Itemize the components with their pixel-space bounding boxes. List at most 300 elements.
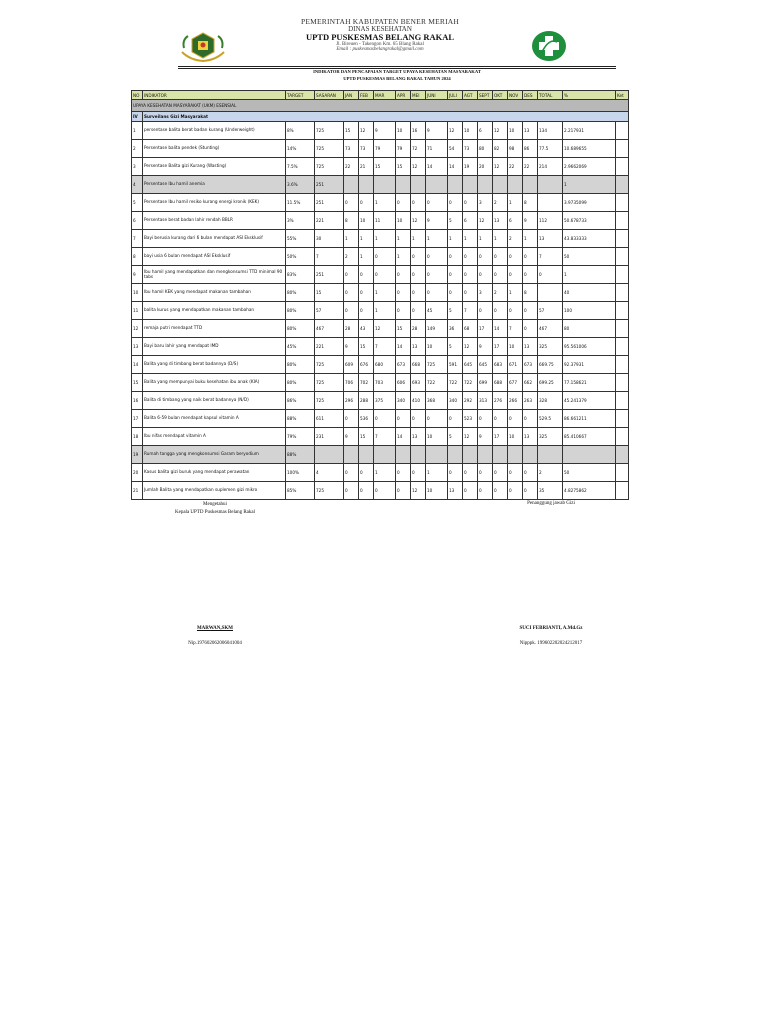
cell-ket	[616, 374, 629, 392]
signature-left	[160, 501, 270, 516]
table-row	[132, 284, 629, 302]
cell-month: 12	[411, 158, 426, 176]
table-row	[132, 320, 629, 338]
cell-month: 3	[478, 194, 493, 212]
cell-month: 1	[344, 230, 359, 248]
address: Jl. Bireuen - Takengon Km. 65 Blang Rakal	[336, 42, 424, 47]
cell-month: 0	[463, 194, 478, 212]
cell-month: 1	[523, 230, 538, 248]
cell-month: 0	[426, 248, 448, 266]
cell-month: 13	[411, 428, 426, 446]
cell-month: 9	[374, 122, 396, 140]
cell-month: 0	[508, 266, 523, 284]
cell-month: 0	[374, 410, 396, 428]
cell-month: 12	[448, 122, 463, 140]
cell-month: 22	[344, 158, 359, 176]
cell-ket	[616, 464, 629, 482]
cell-no: 2	[132, 140, 143, 158]
cell-indicator: Balita yang di timbang berat badannya (D/S)	[143, 356, 286, 374]
cell-month: 0	[448, 410, 463, 428]
cell-month: 0	[523, 410, 538, 428]
cell-ket	[616, 338, 629, 356]
cell-indicator: balita kurus yang mendapatkan makanan tambahan	[143, 302, 286, 320]
cell-percent: 92.37931	[563, 356, 616, 374]
cell-month: 10	[508, 122, 523, 140]
cell-month: 0	[463, 248, 478, 266]
cell-month	[478, 176, 493, 194]
cell-month: 0	[493, 464, 508, 482]
cell-target: 50%	[286, 248, 315, 266]
table-row	[132, 464, 629, 482]
cell-month: 2	[493, 194, 508, 212]
cell-month: 0	[448, 248, 463, 266]
cell-sasaran: 4	[315, 464, 344, 482]
cell-ket	[616, 194, 629, 212]
cell-month: 0	[374, 248, 396, 266]
cell-month: 1	[426, 464, 448, 482]
section-title: UPAYA KESEHATAN MASYARAKAT (UKM) ESENSIAL	[132, 100, 629, 112]
nutrition-officer-nip: Nipppk. 199602202024212017	[519, 641, 583, 646]
column-header: TARGET	[286, 91, 315, 100]
cell-month: 72	[411, 140, 426, 158]
column-header: OKT	[493, 91, 508, 100]
cell-month: 21	[359, 158, 374, 176]
cell-percent: 10.689655	[563, 140, 616, 158]
cell-month: 12	[359, 122, 374, 140]
cell-month: 10	[508, 428, 523, 446]
cell-month: 0	[359, 266, 374, 284]
cell-target: 11.5%	[286, 194, 315, 212]
cell-month: 288	[359, 392, 374, 410]
cell-month: 73	[463, 140, 478, 158]
cell-month: 536	[359, 410, 374, 428]
cell-ket	[616, 266, 629, 284]
cell-month: 0	[508, 482, 523, 500]
cell-month: 0	[523, 302, 538, 320]
cell-month	[448, 446, 463, 464]
cell-percent: 45.241379	[563, 392, 616, 410]
table-row	[132, 356, 629, 374]
cell-month: 609	[344, 356, 359, 374]
cell-percent: 1	[563, 266, 616, 284]
cell-month: 0	[411, 248, 426, 266]
column-header: DES	[523, 91, 538, 100]
cell-month: 14	[448, 158, 463, 176]
cell-percent: 100	[563, 302, 616, 320]
cell-no: 8	[132, 248, 143, 266]
government-name: PEMERINTAH KABUPATEN BENER MERIAH	[300, 17, 460, 26]
cell-month: 1	[374, 284, 396, 302]
cell-month: 10	[396, 122, 411, 140]
cell-sasaran: 251	[315, 176, 344, 194]
cell-month: 0	[344, 482, 359, 500]
cell-target: 80%	[286, 302, 315, 320]
cell-month: 0	[508, 302, 523, 320]
cell-month: 725	[426, 356, 448, 374]
health-cross-logo	[531, 30, 567, 62]
column-header: SASARAN	[315, 91, 344, 100]
cell-month: 14	[396, 338, 411, 356]
section-subtitle: Surveilans Gizi Masyarakat	[143, 112, 629, 122]
cell-month: 14	[396, 428, 411, 446]
cell-sasaran: 221	[315, 212, 344, 230]
cell-no: 9	[132, 266, 143, 284]
cell-month	[344, 446, 359, 464]
cell-month: 0	[396, 482, 411, 500]
cell-month	[359, 446, 374, 464]
cell-month: 1	[463, 230, 478, 248]
cell-month: 9	[478, 338, 493, 356]
cell-indicator: Persentase Balita gizi Kurang (Wasting)	[143, 158, 286, 176]
cell-total: 328	[538, 392, 563, 410]
cell-month: 17	[478, 320, 493, 338]
indicator-table	[131, 90, 629, 500]
cell-month: 17	[493, 428, 508, 446]
cell-month: 668	[411, 356, 426, 374]
cell-percent: 2.9662069	[563, 158, 616, 176]
cell-target: 3%	[286, 212, 315, 230]
cell-month: 0	[344, 266, 359, 284]
cell-percent: 50	[563, 248, 616, 266]
cell-month: 2	[508, 230, 523, 248]
title-line-2: UPTD PUSKESMAS BELANG RAKAL TAHUN 2024	[343, 76, 451, 82]
cell-month: 702	[359, 374, 374, 392]
cell-percent: 40	[563, 284, 616, 302]
cell-month: 9	[523, 212, 538, 230]
cell-total: 57	[538, 302, 563, 320]
cell-month: 1	[448, 230, 463, 248]
cell-month: 1	[374, 464, 396, 482]
acknowledged-label: Mengetahui	[203, 502, 227, 507]
cell-no: 10	[132, 284, 143, 302]
table-row	[132, 266, 629, 284]
cell-month: 0	[478, 464, 493, 482]
cell-month: 15	[374, 158, 396, 176]
cell-month: 0	[359, 302, 374, 320]
cell-sasaran: 725	[315, 392, 344, 410]
cell-month: 45	[426, 302, 448, 320]
table-row	[132, 122, 629, 140]
cell-month: 0	[411, 194, 426, 212]
cell-month	[426, 446, 448, 464]
cell-month	[463, 446, 478, 464]
column-header: JAN	[344, 91, 359, 100]
cell-month: 410	[411, 392, 426, 410]
column-header: APR	[396, 91, 411, 100]
cell-month: 22	[508, 158, 523, 176]
cell-month	[344, 176, 359, 194]
cell-month: 2	[344, 248, 359, 266]
cell-total: 325	[538, 428, 563, 446]
cell-sasaran: 30	[315, 230, 344, 248]
cell-month: 673	[396, 356, 411, 374]
cell-target: 14%	[286, 140, 315, 158]
cell-ket	[616, 248, 629, 266]
cell-ket	[616, 158, 629, 176]
cell-month: 0	[508, 464, 523, 482]
cell-month: 266	[508, 392, 523, 410]
cell-month: 0	[344, 410, 359, 428]
cell-month: 340	[448, 392, 463, 410]
column-header: JULI	[448, 91, 463, 100]
cell-month: 73	[344, 140, 359, 158]
cell-month: 1	[359, 230, 374, 248]
cell-month: 12	[463, 338, 478, 356]
cell-indicator: Persentase berat badan lahir rendah BBLR	[143, 212, 286, 230]
signature-right	[496, 501, 606, 506]
cell-month: 10	[463, 122, 478, 140]
cell-no: 18	[132, 428, 143, 446]
cell-month: 5	[448, 428, 463, 446]
cell-month: 1	[508, 284, 523, 302]
cell-month: 12	[478, 212, 493, 230]
cell-month: 19	[463, 158, 478, 176]
cell-month: 0	[478, 248, 493, 266]
column-header: FEB	[359, 91, 374, 100]
cell-month	[396, 446, 411, 464]
cell-month: 0	[396, 410, 411, 428]
cell-month: 0	[448, 266, 463, 284]
title-line-1: INDIKATOR DAN PENCAPAIAN TARGET UPAYA KESEHATAN MASYARAKAT	[313, 69, 481, 74]
cell-month	[411, 446, 426, 464]
column-header: INDIKATOR	[143, 91, 286, 100]
cell-month	[493, 176, 508, 194]
cell-month: 0	[478, 482, 493, 500]
cell-month: 9	[426, 122, 448, 140]
cell-month	[463, 176, 478, 194]
cell-month: 671	[508, 356, 523, 374]
cell-indicator: persentase balita berat badan kurang (Underweight)	[143, 122, 286, 140]
cell-month: 645	[478, 356, 493, 374]
cell-month: 0	[523, 320, 538, 338]
cell-month: 15	[344, 122, 359, 140]
cell-target: 80%	[286, 374, 315, 392]
cell-sasaran: 251	[315, 266, 344, 284]
cell-month: 15	[396, 320, 411, 338]
cell-sasaran: 611	[315, 410, 344, 428]
cell-month: 722	[448, 374, 463, 392]
cell-month: 9	[344, 338, 359, 356]
cell-ket	[616, 392, 629, 410]
cell-month: 1	[493, 230, 508, 248]
cell-month: 12	[463, 428, 478, 446]
cell-sasaran: 725	[315, 140, 344, 158]
cell-target: 79%	[286, 428, 315, 446]
cell-sasaran: 15	[315, 284, 344, 302]
cell-month: 0	[523, 464, 538, 482]
cell-month: 0	[523, 482, 538, 500]
cell-month: 10	[426, 338, 448, 356]
cell-sasaran: 251	[315, 194, 344, 212]
cell-month: 0	[396, 284, 411, 302]
cell-month	[508, 176, 523, 194]
cell-total: 0	[538, 266, 563, 284]
table-row	[132, 248, 629, 266]
table-row	[132, 428, 629, 446]
cell-total: 325	[538, 338, 563, 356]
cell-month: 677	[508, 374, 523, 392]
nutrition-officer-name: SUCI FEBRIANTI, A.Md.Gz	[519, 626, 583, 631]
cell-target: 83%	[286, 266, 315, 284]
cell-percent: 43.833333	[563, 230, 616, 248]
cell-no: 5	[132, 194, 143, 212]
table-row	[132, 446, 629, 464]
cell-month: 693	[411, 374, 426, 392]
cell-month: 5	[448, 302, 463, 320]
cell-sasaran: 231	[315, 428, 344, 446]
cell-sasaran: 467	[315, 320, 344, 338]
cell-indicator: Balita 6-59 bulan mendapat kapsul vitamin A	[143, 410, 286, 428]
cell-month: 340	[396, 392, 411, 410]
cell-month: 7	[374, 428, 396, 446]
cell-month: 0	[508, 248, 523, 266]
cell-month	[426, 176, 448, 194]
cell-percent	[563, 446, 616, 464]
cell-month: 17	[493, 338, 508, 356]
cell-month: 0	[374, 266, 396, 284]
cell-month: 28	[344, 320, 359, 338]
cell-month: 79	[396, 140, 411, 158]
cell-ket	[616, 176, 629, 194]
cell-target: 80%	[286, 320, 315, 338]
cell-month: 10	[426, 482, 448, 500]
cell-ket	[616, 320, 629, 338]
cell-month	[493, 446, 508, 464]
cell-month: 0	[359, 482, 374, 500]
column-header: MEI	[411, 91, 426, 100]
cell-ket	[616, 410, 629, 428]
cell-month: 0	[396, 194, 411, 212]
cell-month: 8	[523, 284, 538, 302]
cell-target: 8%	[286, 122, 315, 140]
cell-month: 0	[359, 284, 374, 302]
cell-month: 0	[411, 410, 426, 428]
cell-month	[508, 446, 523, 464]
cell-no: 15	[132, 374, 143, 392]
column-header: JUNI	[426, 91, 448, 100]
cell-month: 15	[359, 338, 374, 356]
cell-target: 45%	[286, 338, 315, 356]
table-row	[132, 230, 629, 248]
cell-month: 7	[508, 320, 523, 338]
cell-month: 6	[508, 212, 523, 230]
cell-no: 6	[132, 212, 143, 230]
column-header: NO	[132, 91, 143, 100]
cell-month: 0	[344, 464, 359, 482]
cell-month: 688	[493, 374, 508, 392]
column-header: MAR	[374, 91, 396, 100]
cell-total	[538, 284, 563, 302]
cell-month: 0	[426, 284, 448, 302]
cell-month: 13	[523, 338, 538, 356]
cell-percent: 50	[563, 464, 616, 482]
cell-month: 375	[374, 392, 396, 410]
cell-total: 35	[538, 482, 563, 500]
unit-name: UPTD PUSKESMAS BELANG RAKAL	[305, 31, 455, 42]
cell-month: 7	[463, 302, 478, 320]
cell-month: 10	[396, 212, 411, 230]
cell-ket	[616, 482, 629, 500]
cell-month: 15	[359, 428, 374, 446]
cell-indicator: Rumah tangga yang mengkonsumsi Garam beryodium	[143, 446, 286, 464]
cell-month: 1	[359, 248, 374, 266]
cell-month: 12	[493, 158, 508, 176]
cell-target: 7.5%	[286, 158, 315, 176]
cell-month: 0	[478, 266, 493, 284]
cell-indicator: Ibu hamil yang mendapatkan dan mengkonsumsi TTD minimal 90 tabs	[143, 266, 286, 284]
cell-target: 80%	[286, 356, 315, 374]
cell-sasaran: 57	[315, 302, 344, 320]
table-row	[132, 212, 629, 230]
cell-month: 10	[426, 428, 448, 446]
cell-month: 1	[374, 302, 396, 320]
cell-month: 673	[523, 356, 538, 374]
cell-month: 79	[374, 140, 396, 158]
table-row	[132, 410, 629, 428]
cell-month: 0	[344, 302, 359, 320]
cell-month: 16	[411, 122, 426, 140]
column-header: SEPT	[478, 91, 493, 100]
section-ukm-esensial	[132, 100, 629, 112]
cell-month: 80	[478, 140, 493, 158]
cell-percent: 85.410667	[563, 428, 616, 446]
cell-month: 0	[411, 464, 426, 482]
cell-target: 88%	[286, 410, 315, 428]
cell-sasaran: 221	[315, 338, 344, 356]
cell-month: 12	[374, 320, 396, 338]
cell-month: 0	[344, 194, 359, 212]
cell-total: 77.5	[538, 140, 563, 158]
cell-indicator: Ibu hamil KEK yang mendapat makanan tambahan	[143, 284, 286, 302]
cell-target: 86%	[286, 392, 315, 410]
cell-month: 71	[426, 140, 448, 158]
cell-total	[538, 194, 563, 212]
cell-sasaran	[315, 446, 344, 464]
cell-ket	[616, 212, 629, 230]
section-surveilans-gizi	[132, 112, 629, 122]
cell-month: 12	[411, 212, 426, 230]
cell-month: 11	[374, 212, 396, 230]
cell-month: 3	[478, 284, 493, 302]
cell-indicator: Bayi berusia kurang dari 6 bulan mendapat ASI Eksklusif	[143, 230, 286, 248]
cell-month: 9	[426, 212, 448, 230]
cell-percent: 2.217931	[563, 122, 616, 140]
cell-month: 13	[493, 212, 508, 230]
cell-indicator: Jumlah Balita yang mendapatkan suplemen gizi mikro	[143, 482, 286, 500]
document-title	[178, 68, 616, 82]
cell-month: 13	[523, 122, 538, 140]
cell-month: 0	[508, 410, 523, 428]
cell-month: 0	[493, 302, 508, 320]
cell-month: 8	[344, 212, 359, 230]
cell-month: 0	[463, 266, 478, 284]
cell-percent: 3.9735099	[563, 194, 616, 212]
cell-sasaran: 725	[315, 356, 344, 374]
cell-percent: 4.8275862	[563, 482, 616, 500]
cell-month	[523, 446, 538, 464]
cell-ket	[616, 230, 629, 248]
cell-month: 645	[463, 356, 478, 374]
cell-month: 683	[493, 356, 508, 374]
cell-indicator: Persentase Ibu hamil resiko kurang energi kronik (KEK)	[143, 194, 286, 212]
cell-month: 722	[426, 374, 448, 392]
cell-month: 296	[344, 392, 359, 410]
cell-month: 20	[478, 158, 493, 176]
table-row	[132, 482, 629, 500]
cell-month: 591	[448, 356, 463, 374]
table-row	[132, 338, 629, 356]
cell-month: 2	[493, 284, 508, 302]
